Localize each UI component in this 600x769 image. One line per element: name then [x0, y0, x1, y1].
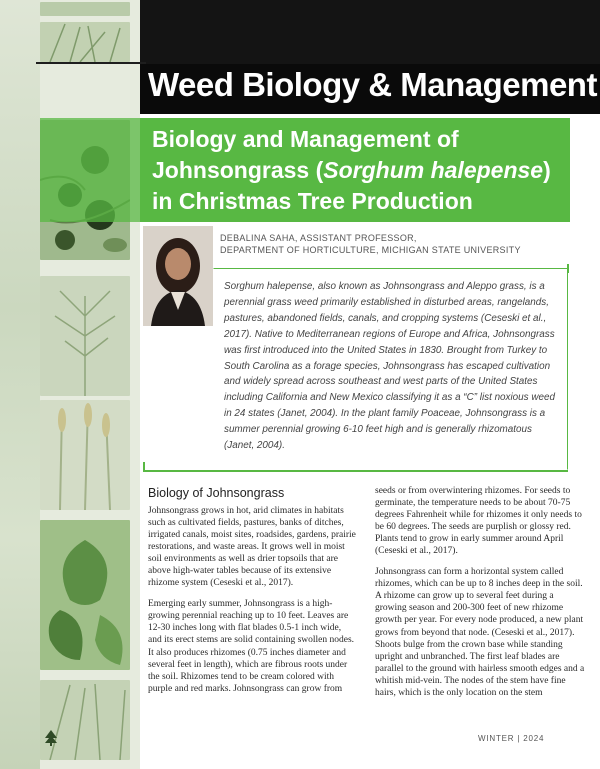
grass-photo-1	[40, 2, 130, 16]
right-paragraph-2: Johnsongrass can form a horizontal system called rhizomes, which can be up to 8 inches deep in the soil. A rhizome can grow up to several feet during a growing season and 200-300 feet of new rhizome growth per year. For every node produced, a new plant grows from beyond that node. (Ceseski et al., 2017). Shoots bulge from the crown base while standing upright and unbranched. The first leaf blades are parallel to the ground with hairless smooth edges and a whitish mid-vein. The nodes of the stem have fine hairs, which is the only location on the stem	[375, 567, 585, 698]
header-banner	[140, 0, 600, 64]
intro-tick-right	[567, 264, 569, 273]
intro-bottom-rule	[143, 470, 568, 472]
left-column	[148, 505, 356, 704]
tree-icon	[44, 730, 58, 746]
grass-photo-2	[40, 22, 130, 62]
intro-tick-left	[143, 462, 145, 471]
flower-spike-photo	[40, 400, 130, 510]
left-paragraph-1: Johnsongrass grows in hot, arid climates in habitats such as cultivated fields, pastures, banks of ditches, irrigated canals, moist sites, roadsides, gardens, prairie restorations, and waste areas. It grows well in moist soil environments as well as drier topsoils that are above high-water tables because of its extensive rhizome system (Ceseski et al., 2017).	[148, 506, 356, 589]
title-species: Sorghum halepense	[323, 157, 544, 183]
header-rule	[36, 62, 146, 64]
title-band-extension	[40, 118, 140, 222]
intro-paragraph: Sorghum halepense, also known as Johnsongrass and Aleppo grass, is a perennial grass weed primarily established in disturbed areas, rangelands, pastures, abandoned fields, canals, and cropping systems (Ceseski et al., 2017). Native to Mediterranean regions of Europe and Africa, Johnsongrass was first introduced into the United States in 1830. Brought from Turkey to South Carolina as a forage species, Johnsongrass has escaped cultivation and widely spread across southeast and west parts of the United States including California and New Mexico classifying it as a “C” list noxious weed in 24 states (Janet, 2004). In the plant family Poaceae, Johnsongrass is a summer perennial growing 6-10 feet high and is generally rhizomatous (Janet, 2004).	[224, 281, 555, 452]
title-line-2-pre: Johnsongrass (	[152, 157, 324, 183]
author-photo	[143, 226, 213, 326]
grass-photo-3	[40, 680, 130, 760]
section-heading: Biology of Johnsongrass	[148, 486, 285, 500]
title-line-1: Biology and Management of	[152, 126, 459, 152]
right-column	[375, 485, 585, 708]
title-line-2-post: )	[543, 157, 551, 183]
issue-label: WINTER | 2024	[478, 734, 545, 743]
right-paragraph-1: seeds or from overwintering rhizomes. For seeds to germinate, the temperature needs to be about 70-75 degrees Fahrenheit while for rhizomes it only needs to be 60 degrees. The seeds are purplish or glossy red. Plants tend to grow in early summer around April (Ceseski et al., 2017).	[375, 486, 582, 557]
seedhead-photo	[40, 276, 130, 396]
strip-background	[0, 0, 40, 769]
series-title: Weed Biology & Management	[148, 66, 597, 103]
ivy-leaf-photo	[40, 520, 130, 670]
author-name: DEBALINA SAHA, ASSISTANT PROFESSOR,	[220, 233, 417, 243]
title-line-3: in Christmas Tree Production	[152, 188, 473, 214]
left-paragraph-2: Emerging early summer, Johnsongrass is a high-growing perennial reaching up to 10 feet. Leaves are 12-30 inches long with flat blades 0.5-1 inch wide, and its erect stems are solid containing swollen nodes. It also produces rhizomes (0.75 inches diameter and several feet in length), which are fibrous roots under the soil. Rhizomes tend to be cream colored with purple and red marks. Johnsongrass can grow from	[148, 599, 355, 694]
photo-strip	[0, 0, 140, 769]
article-title	[152, 124, 567, 217]
author-department: DEPARTMENT OF HORTICULTURE, MICHIGAN STATE UNIVERSITY	[220, 245, 521, 255]
